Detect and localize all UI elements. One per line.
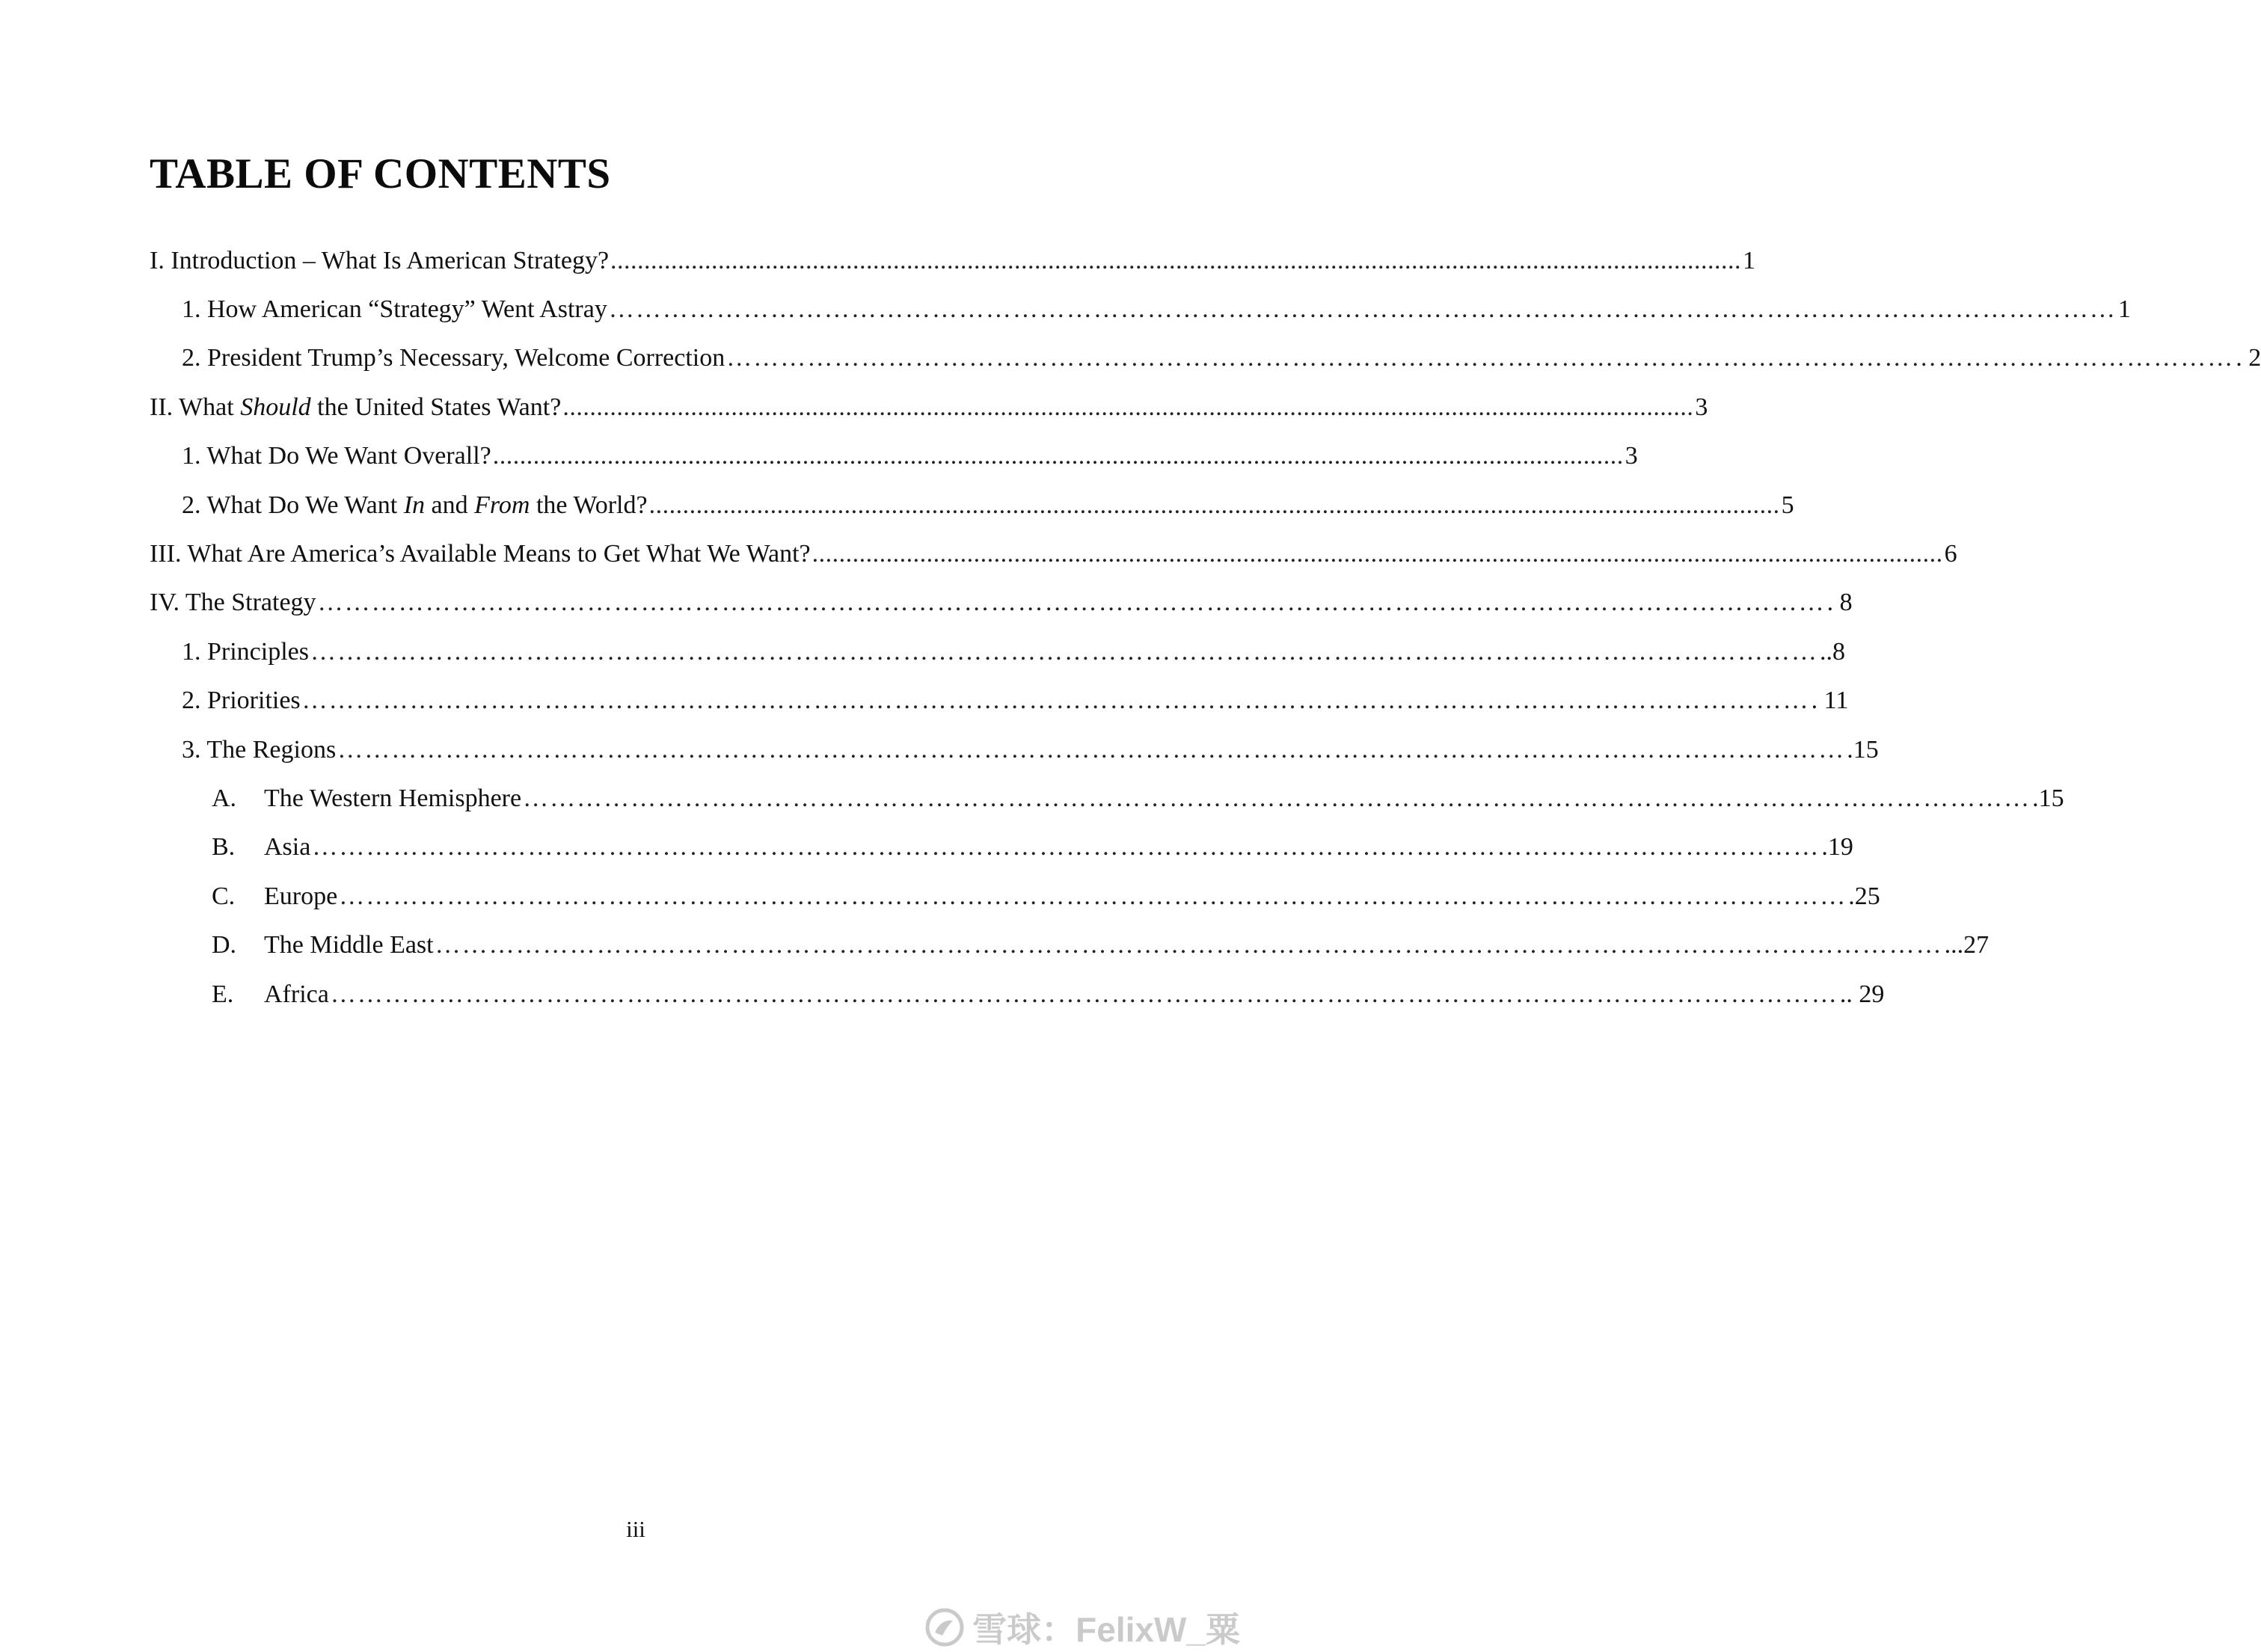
toc-entry-title: Africa [264, 980, 329, 1008]
toc-page-number: 3 [1625, 442, 1638, 470]
toc-page-number: . 8 [1826, 589, 1853, 617]
dot-leader: …………………………………………………………………………………………………………………………………………………… [435, 931, 1943, 959]
toc-entry-welcome-correction[interactable] [0, 334, 2261, 383]
dot-leader: …………………………………………………………………………………………………………………………………………………… [310, 637, 1818, 666]
dot-leader: …………………………………………………………………………………………………………………………………………………… [339, 882, 1847, 910]
toc-page-number: . 11 [1811, 687, 1849, 715]
toc-page-number: .15 [2032, 784, 2064, 812]
table-of-contents [0, 236, 2261, 1019]
toc-page-number: 3 [1695, 393, 1708, 421]
toc-entry-letter: D. [212, 931, 237, 959]
toc-entry-title: 2. President Trump’s Necessary, Welcome Correction [182, 344, 725, 372]
toc-entry-title: The Middle East [264, 931, 434, 959]
toc-entry-europe[interactable] [0, 872, 1880, 921]
toc-entry-title: 1. Principles [182, 637, 309, 666]
toc-entry-letter: B. [212, 833, 236, 862]
toc-entry-introduction[interactable] [0, 236, 1756, 285]
toc-entry-title: 1. How American “Strategy” Went Astray [182, 295, 607, 324]
dot-leader: ........................................................................................................................................................................ [492, 442, 1624, 470]
dot-leader: …………………………………………………………………………………………………………………………………………………… [608, 295, 2117, 324]
toc-page-number: ..8 [1819, 637, 1845, 666]
toc-page-number: .. 29 [1839, 980, 1885, 1008]
toc-entry-title: IV. The Strategy [150, 589, 316, 617]
page-title: TABLE OF CONTENTS [150, 150, 611, 197]
dot-leader: …………………………………………………………………………………………………………………………………………………… [312, 833, 1820, 862]
dot-leader: …………………………………………………………………………………………………………………………………………………… [317, 589, 1826, 617]
dot-leader: …………………………………………………………………………………………………………………………………………………… [726, 344, 2235, 372]
toc-entry-title: II. What Should the United States Want? [150, 393, 562, 421]
toc-entry-letter: A. [212, 784, 237, 812]
toc-entry-middle-east[interactable] [0, 921, 1990, 969]
page-number-footer: iii [626, 1516, 645, 1542]
toc-entry-strategy-astray[interactable] [0, 285, 2131, 334]
toc-entry-title: 1. What Do We Want Overall? [182, 442, 491, 470]
dot-leader: ........................................................................................................................................................................ [812, 540, 1943, 568]
dot-leader: …………………………………………………………………………………………………………………………………………………… [330, 980, 1838, 1008]
toc-entry-available-means[interactable] [0, 529, 1957, 578]
toc-entry-the-regions[interactable] [0, 725, 1879, 774]
toc-entry-priorities[interactable] [0, 677, 1849, 725]
dot-leader: …………………………………………………………………………………………………………………………………………………… [337, 735, 1846, 764]
toc-entry-the-strategy[interactable] [0, 579, 1853, 627]
dot-leader: …………………………………………………………………………………………………………………………………………………… [301, 687, 1810, 715]
dot-leader: ........................................................................................................................................................................ [610, 246, 1742, 274]
toc-entry-africa[interactable] [0, 970, 1885, 1019]
toc-entry-title: I. Introduction – What Is American Strategy? [150, 246, 610, 274]
toc-entry-western-hemisphere[interactable] [0, 774, 2064, 823]
toc-page-number: 1 [2117, 295, 2131, 324]
toc-page-number: 1 [1743, 246, 1756, 274]
toc-entry-asia[interactable] [0, 823, 1853, 872]
toc-page-number: ...27 [1944, 931, 1990, 959]
watermark [924, 1606, 1240, 1648]
dot-leader: ........................................................................................................................................................................ [648, 491, 1780, 519]
toc-page-number: . 2 [2236, 344, 2261, 372]
toc-entry-what-should-us-want[interactable] [0, 383, 1708, 432]
toc-entry-want-in-from-world[interactable] [0, 481, 1794, 529]
toc-page-number: 6 [1944, 540, 1957, 568]
toc-entry-title: 3. The Regions [182, 735, 337, 764]
toc-entry-letter: C. [212, 882, 236, 910]
toc-entry-title: 2. Priorities [182, 687, 301, 715]
dot-leader: ........................................................................................................................................................................ [562, 393, 1694, 421]
toc-page-number: .25 [1848, 882, 1880, 910]
toc-entry-title: 2. What Do We Want In and From the World? [182, 491, 648, 519]
toc-page-number: .15 [1847, 735, 1879, 764]
watermark-text: 雪球：FelixW_粟 [972, 1610, 1240, 1649]
toc-entry-title: The Western Hemisphere [264, 784, 522, 812]
toc-entry-title: III. What Are America’s Available Means to Get What We Want? [150, 540, 811, 568]
toc-page-number: 5 [1781, 491, 1794, 519]
toc-page-number: .19 [1821, 833, 1853, 862]
toc-entry-title: Asia [264, 833, 311, 862]
snowball-logo-icon [924, 1607, 965, 1648]
dot-leader: …………………………………………………………………………………………………………………………………………………… [523, 784, 2031, 812]
toc-entry-want-overall[interactable] [0, 432, 1638, 481]
toc-entry-letter: E. [212, 980, 234, 1008]
toc-entry-title: Europe [264, 882, 338, 910]
toc-entry-principles[interactable] [0, 627, 1845, 676]
